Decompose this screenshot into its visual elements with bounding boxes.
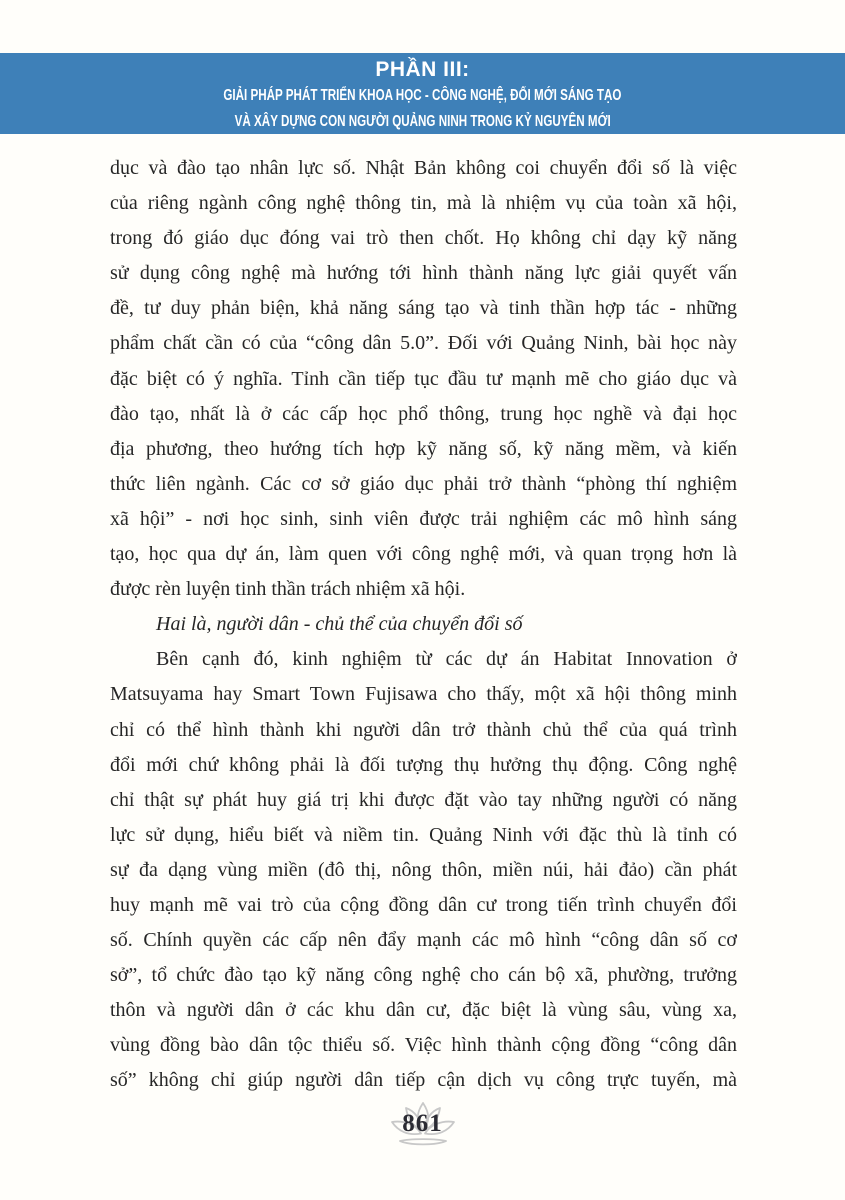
- body-text-line: số. Chính quyền các cấp nên đẩy mạnh các mô hình “công dân số cơ: [110, 929, 737, 952]
- section-subtitle-line1-text: GIẢI PHÁP PHÁT TRIỂN KHOA HỌC - CÔNG NGHỆ, ĐỔI MỚI SÁNG TẠO: [223, 87, 622, 104]
- body-text-line: của riêng ngành công nghệ thông tin, mà là nhiệm vụ của toàn xã hội,: [110, 192, 737, 215]
- body-text-line: đổi mới chứ không phải là đối tượng thụ hưởng thụ động. Công nghệ: [110, 753, 737, 776]
- body-text-line: đào tạo, nhất là ở các cấp học phổ thông, trung học nghề và đại học: [110, 402, 737, 425]
- body-text-line: Hai là, người dân - chủ thể của chuyển đổi số: [156, 613, 523, 636]
- body-text-line: tạo, học qua dự án, làm quen với công nghệ mới, và quan trọng hơn là: [110, 543, 737, 566]
- section-title: PHẦN III:: [375, 58, 470, 81]
- body-text-line: Matsuyama hay Smart Town Fujisawa cho thấy, một xã hội thông minh: [110, 683, 737, 706]
- body-text-block: [110, 151, 737, 1099]
- body-text-line: được rèn luyện tinh thần trách nhiệm xã hội.: [110, 578, 466, 601]
- body-text-line: thôn và người dân ở các khu dân cư, đặc biệt là vùng sâu, vùng xa,: [110, 999, 737, 1022]
- section-header-banner: [0, 53, 845, 134]
- body-text-line: số” không chỉ giúp người dân tiếp cận dịch vụ công trực tuyến, mà: [110, 1069, 737, 1092]
- section-subtitle-line1: [0, 83, 845, 109]
- body-text-line: sử dụng công nghệ mà hướng tới hình thành năng lực giải quyết vấn: [110, 262, 737, 285]
- body-text-line: sự đa dạng vùng miền (đô thị, nông thôn, miền núi, hải đảo) cần phát: [110, 858, 737, 881]
- body-text-line: đặc biệt có ý nghĩa. Tỉnh cần tiếp tục đầu tư mạnh mẽ cho giáo dục và: [110, 367, 737, 390]
- body-text-line: lực sử dụng, hiểu biết và niềm tin. Quảng Ninh với đặc thù là tỉnh có: [110, 823, 737, 846]
- body-text-line: chỉ có thể hình thành khi người dân trở thành chủ thể của quá trình: [110, 718, 737, 741]
- body-text-line: chỉ thật sự phát huy giá trị khi được đặt vào tay những người có năng: [110, 788, 737, 811]
- body-text-line: vùng đồng bào dân tộc thiểu số. Việc hình thành cộng đồng “công dân: [110, 1034, 737, 1057]
- body-text-line: địa phương, theo hướng tích hợp kỹ năng số, kỹ năng mềm, và kiến: [110, 437, 737, 460]
- footer-ornament-group: [383, 1098, 463, 1150]
- body-text-line: đề, tư duy phản biện, khả năng sáng tạo và tinh thần hợp tác - những: [110, 297, 737, 320]
- body-text-line: trong đó giáo dục đóng vai trò then chốt. Họ không chỉ dạy kỹ năng: [110, 227, 737, 250]
- body-text-line: dục và đào tạo nhân lực số. Nhật Bản không coi chuyển đổi số là việc: [110, 157, 737, 179]
- body-text-line: thức liên ngành. Các cơ sở giáo dục phải trở thành “phòng thí nghiệm: [110, 472, 737, 495]
- page-footer: [0, 1098, 845, 1158]
- body-text-line: huy mạnh mẽ vai trò của cộng đồng dân cư trong tiến trình chuyển đổi: [110, 893, 737, 916]
- body-text-line: phẩm chất cần có của “công dân 5.0”. Đối với Quảng Ninh, bài học này: [110, 332, 737, 355]
- body-text-line: xã hội” - nơi học sinh, sinh viên được trải nghiệm các mô hình sáng: [110, 507, 737, 530]
- page-number: 861: [402, 1110, 443, 1137]
- body-text-line: Bên cạnh đó, kinh nghiệm từ các dự án Habitat Innovation ở: [156, 648, 737, 671]
- section-subtitle-line2-text: VÀ XÂY DỰNG CON NGƯỜI QUẢNG NINH TRONG KỶ NGUYÊN MỚI: [234, 113, 611, 130]
- section-subtitle-line2: [0, 109, 845, 135]
- body-text-line: sở”, tổ chức đào tạo kỹ năng công nghệ cho cán bộ xã, phường, trưởng: [110, 964, 737, 987]
